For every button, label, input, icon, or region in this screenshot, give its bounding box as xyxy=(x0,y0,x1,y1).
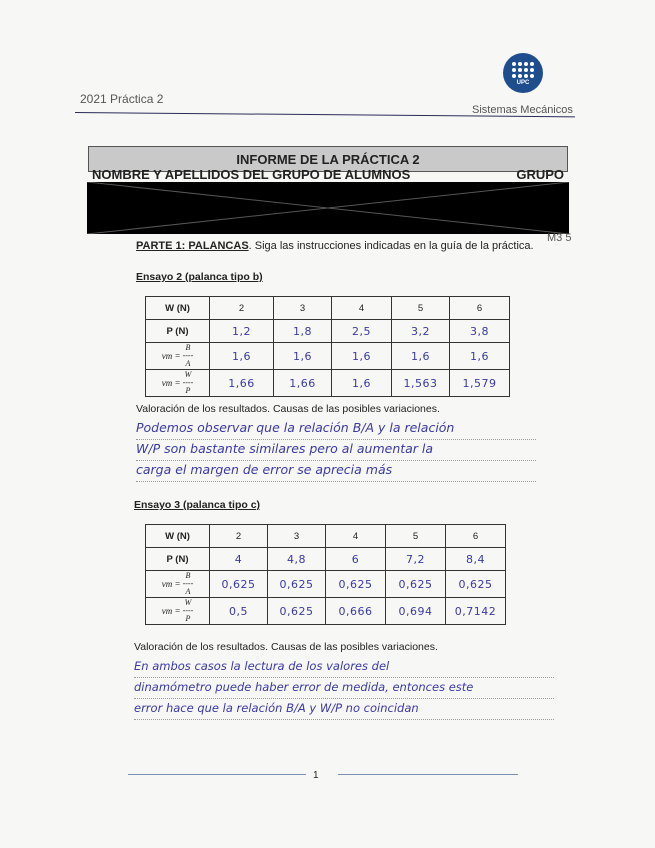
table-cell: 0,625 xyxy=(210,571,268,598)
row-label: P (N) xyxy=(146,548,210,571)
row-label: P (N) xyxy=(146,320,210,343)
parte1-text: . Siga las instrucciones indicadas en la guía de la práctica. xyxy=(248,240,534,252)
table-cell: 4 xyxy=(210,548,268,571)
table-cell: 1,6 xyxy=(210,343,274,370)
ensayo2-answer xyxy=(136,419,536,482)
table-cell: 1,6 xyxy=(332,370,392,397)
table-cell: 6 xyxy=(446,525,506,548)
table-cell: 8,4 xyxy=(446,548,506,571)
header-practice-label: 2021 Práctica 2 xyxy=(80,92,164,106)
table-cell: 5 xyxy=(392,297,450,320)
table-cell: 4 xyxy=(332,297,392,320)
table-cell: 1,66 xyxy=(210,370,274,397)
group-value: M3 5 xyxy=(547,232,572,244)
table-cell: 3,8 xyxy=(450,320,510,343)
row-label: W (N) xyxy=(146,525,210,548)
table-cell: 1,6 xyxy=(392,343,450,370)
table-cell: 5 xyxy=(386,525,446,548)
group-label: GRUPO xyxy=(516,167,564,182)
table-row xyxy=(146,343,510,370)
table-cell: 0,625 xyxy=(446,571,506,598)
table-cell: 0,625 xyxy=(268,571,326,598)
table-row xyxy=(146,598,506,625)
ensayo3-answer xyxy=(134,657,554,720)
ensayo3-valoracion-label: Valoración de los resultados. Causas de las posibles variaciones. xyxy=(134,641,438,653)
table-cell: 2 xyxy=(210,297,274,320)
row-label-formula: vm = W ---- P xyxy=(146,598,210,625)
table-cell: 4 xyxy=(326,525,386,548)
table-cell: 1,563 xyxy=(392,370,450,397)
ensayo2-table xyxy=(145,296,510,397)
redacted-block xyxy=(87,182,569,234)
table-cell: 7,2 xyxy=(386,548,446,571)
table-row xyxy=(146,525,506,548)
logo-text: UPC xyxy=(516,80,530,86)
table-row xyxy=(146,571,506,598)
table-row xyxy=(146,548,506,571)
answer-line: Podemos observar que la relación B/A y la relación xyxy=(136,419,536,440)
answer-line: carga el margen de error se aprecia más xyxy=(136,461,536,482)
table-cell: 2,5 xyxy=(332,320,392,343)
table-cell: 0,625 xyxy=(386,571,446,598)
table-cell: 0,666 xyxy=(326,598,386,625)
answer-line: dinamómetro puede haber error de medida, entonces este xyxy=(134,678,554,699)
table-cell: 3,2 xyxy=(392,320,450,343)
table-cell: 1,2 xyxy=(210,320,274,343)
report-title: INFORME DE LA PRÁCTICA 2 xyxy=(88,146,568,172)
name-label: NOMBRE Y APELLIDOS DEL GRUPO DE ALUMNOS xyxy=(92,167,411,182)
ensayo3-table xyxy=(145,524,506,625)
table-cell: 1,8 xyxy=(274,320,332,343)
table-cell: 1,6 xyxy=(332,343,392,370)
page-number: 1 xyxy=(313,770,319,781)
table-cell: 1,66 xyxy=(274,370,332,397)
ensayo2-valoracion-label: Valoración de los resultados. Causas de las posibles variaciones. xyxy=(136,403,440,415)
answer-line: error hace que la relación B/A y W/P no coincidan xyxy=(134,699,554,720)
logo-dots-icon xyxy=(512,62,534,78)
table-cell: 1,6 xyxy=(450,343,510,370)
table-cell: 3 xyxy=(268,525,326,548)
parte1-heading xyxy=(136,240,534,252)
header-subject-label: Sistemas Mecánicos xyxy=(472,104,573,116)
row-label-formula: vm = W ---- P xyxy=(146,370,210,397)
table-cell: 0,694 xyxy=(386,598,446,625)
answer-line: W/P son bastante similares pero al aumentar la xyxy=(136,440,536,461)
table-cell: 4,8 xyxy=(268,548,326,571)
table-cell: 2 xyxy=(210,525,268,548)
table-cell: 0,5 xyxy=(210,598,268,625)
answer-line: En ambos casos la lectura de los valores del xyxy=(134,657,554,678)
ensayo3-title: Ensayo 3 (palanca tipo c) xyxy=(134,499,261,511)
upc-logo xyxy=(503,53,543,93)
parte1-title: PARTE 1: PALANCAS xyxy=(136,240,249,252)
table-row xyxy=(146,297,510,320)
ensayo2-title: Ensayo 2 (palanca tipo b) xyxy=(136,271,263,283)
table-cell: 3 xyxy=(274,297,332,320)
table-cell: 1,579 xyxy=(450,370,510,397)
table-cell: 0,625 xyxy=(268,598,326,625)
table-cell: 0,7142 xyxy=(446,598,506,625)
table-cell: 1,6 xyxy=(274,343,332,370)
table-cell: 0,625 xyxy=(326,571,386,598)
table-cell: 6 xyxy=(450,297,510,320)
footer-line-right xyxy=(338,774,518,775)
table-row xyxy=(146,320,510,343)
footer-line-left xyxy=(128,774,306,775)
row-label: W (N) xyxy=(146,297,210,320)
table-row xyxy=(146,370,510,397)
row-label-formula: vm = B ---- A xyxy=(146,571,210,598)
row-label-formula: vm = B ---- A xyxy=(146,343,210,370)
table-cell: 6 xyxy=(326,548,386,571)
